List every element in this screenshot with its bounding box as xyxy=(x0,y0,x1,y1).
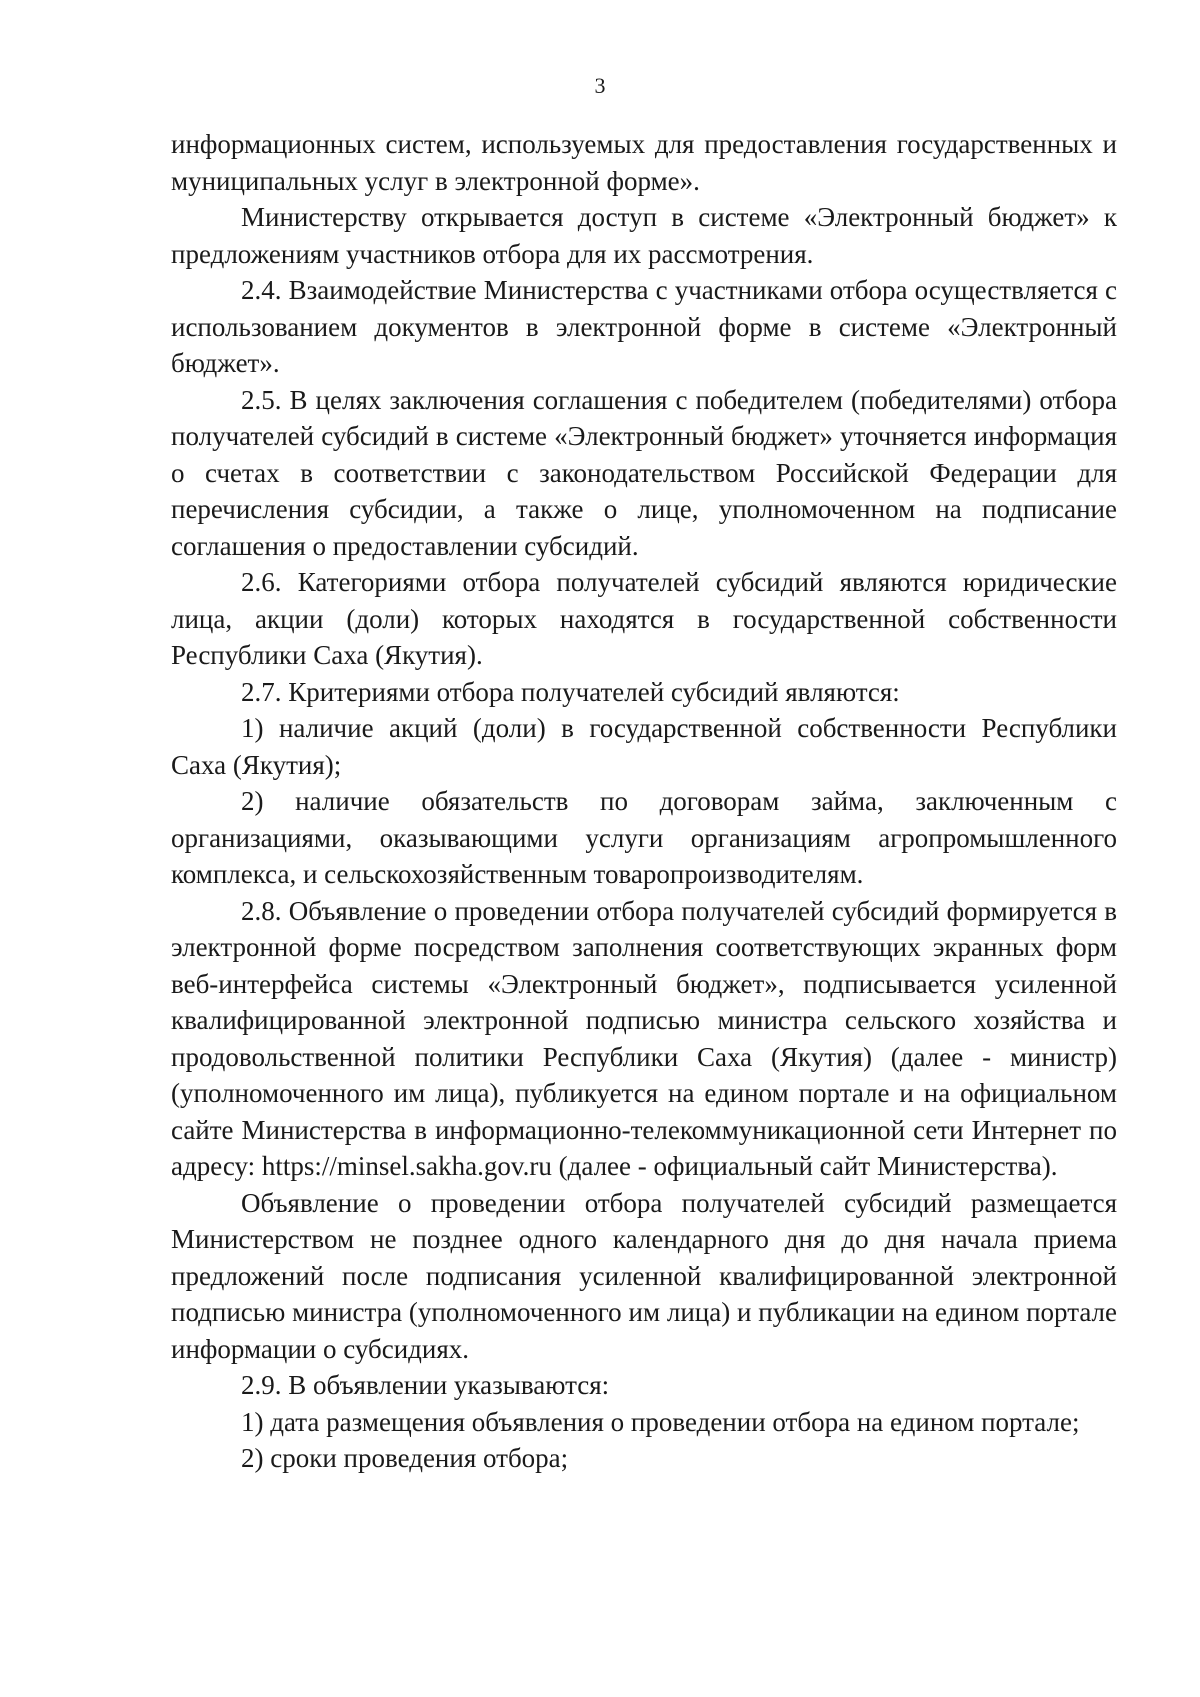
paragraph-announcement-placement: Объявление о проведении отбора получателей субсидий размещается Министерством не позднее одного календарного дня до дня начала приема предложений после подписания усиленной квалифицированной электронной подписью министра (уполномоченного им лица) и публикации на едином портале информации о субсидиях. xyxy=(171,1187,1117,1364)
paragraph-2-8: 2.8. Объявление о проведении отбора получателей субсидий формируется в электронной форме посредством заполнения соответствующих экранных форм веб-интерфейса системы «Электронный бюджет», подписывается усиленной квалифицированной электронной подписью министра сельского хозяйства и продовольственной политики Республики Саха (Якутия) (далее - министр) (уполномоченного им лица), публикуется на едином портале и на официальном сайте Министерства в информационно-телекоммуникационной сети Интернет по адресу: https://minsel.sakha.gov.ru (далее - официальный сайт Министерства). xyxy=(171,895,1117,1181)
paragraph-2-4: 2.4. Взаимодействие Министерства с участниками отбора осуществляется с использованием документов в электронной форме в системе «Электронный бюджет». xyxy=(171,275,1117,378)
paragraph-2-6: 2.6. Категориями отбора получателей субсидий являются юридические лица, акции (доли) которых находятся в государственной собственности Республики Саха (Якутия). xyxy=(171,567,1117,670)
list-item-2-9-2: 2) сроки проведения отбора; xyxy=(241,1443,569,1473)
list-item-2-7-2: 2) наличие обязательств по договорам займа, заключенным с организациями, оказывающими услуги организациям агропромышленного комплекса, и сельскохозяйственным товаропроизводителям. xyxy=(171,786,1117,889)
paragraph-2-9: 2.9. В объявлении указываются: xyxy=(241,1370,610,1400)
paragraph-2-7: 2.7. Критериями отбора получателей субсидий являются: xyxy=(241,676,900,707)
list-item-2-9-1: 1) дата размещения объявления о проведении отбора на едином портале; xyxy=(241,1406,1080,1437)
document-body xyxy=(171,126,1117,1477)
list-item-2-7-1: 1) наличие акций (доли) в государственной собственности Республики Саха (Якутия); xyxy=(171,713,1117,780)
paragraph-2-5: 2.5. В целях заключения соглашения с победителем (победителями) отбора получателей субсидий в системе «Электронный бюджет» уточняется информация о счетах в соответствии с законодательством Российской Федерации для перечисления субсидии, а также о лице, уполномоченном на подписание соглашения о предоставлении субсидий. xyxy=(171,384,1117,561)
paragraph-ministry-access: Министерству открывается доступ в системе «Электронный бюджет» к предложениям участников отбора для их рассмотрения. xyxy=(171,202,1117,269)
paragraph-continuation: информационных систем, используемых для предоставления государственных и муниципальных услуг в электронной форме». xyxy=(171,129,1117,196)
page-number: 3 xyxy=(594,73,606,98)
